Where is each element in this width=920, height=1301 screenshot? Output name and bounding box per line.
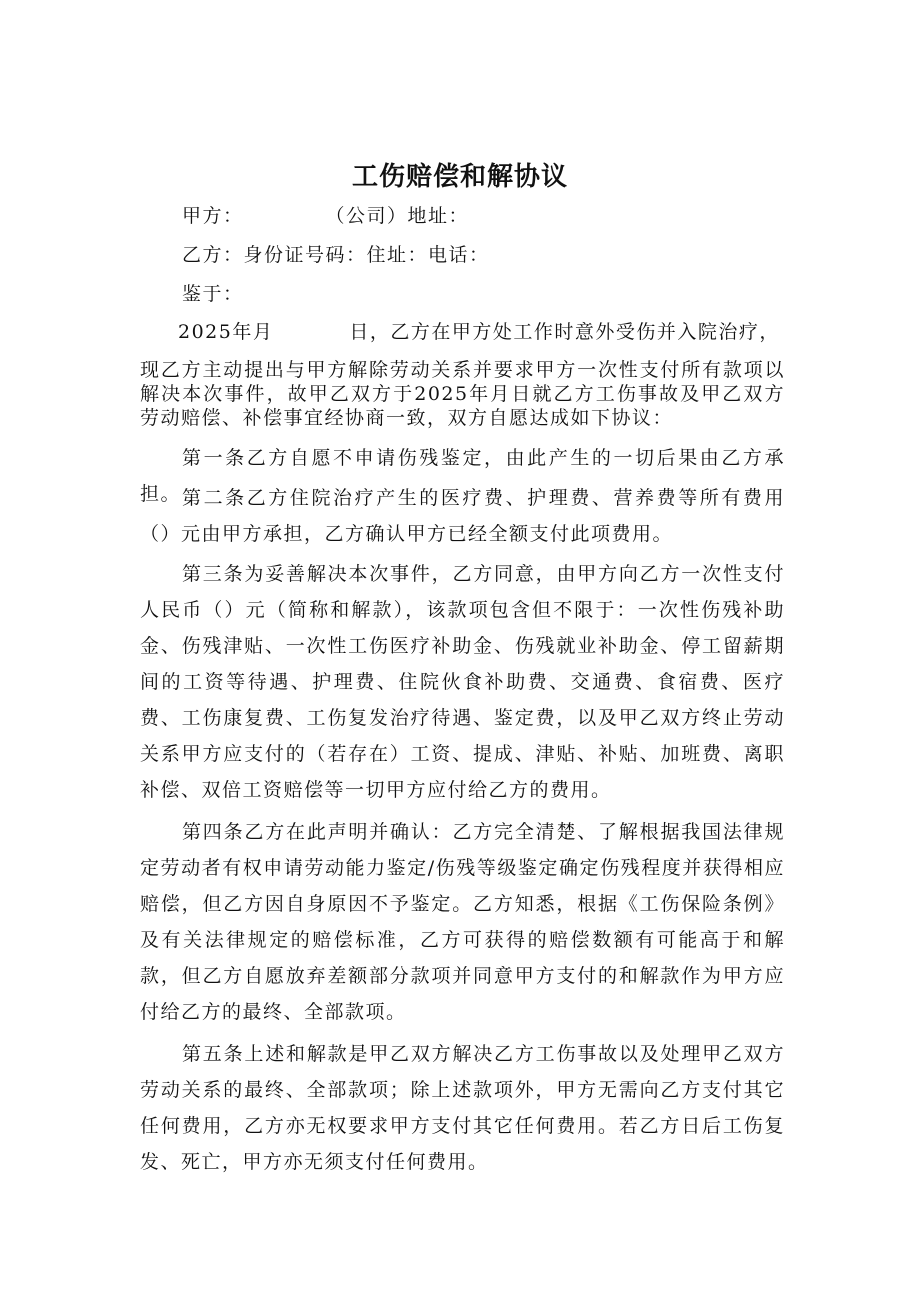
intro-date-line <box>178 320 780 344</box>
article-2: 第二条乙方住院治疗产生的医疗费、护理费、营养费等所有费用（）元由甲方承担，乙方确认甲方已经全额支付此项费用。 <box>140 487 785 545</box>
intro-date-rest: 日，乙方在甲方处工作时意外受伤并入院治疗， <box>349 321 780 343</box>
article-5: 第五条上述和解款是甲乙双方解决乙方工伤事故以及处理甲乙双方劳动关系的最终、全部款项；除上述款项外，甲方无需向乙方支付其它任何费用，乙方亦无权要求甲方支付其它任何费用。若乙方日后工伤复发、死亡，甲方亦无须支付任何费用。 <box>140 1043 785 1173</box>
intro-year-month: 2025年月 <box>178 321 274 343</box>
article-4: 第四条乙方在此声明并确认：乙方完全清楚、了解根据我国法律规定劳动者有权申请劳动能力鉴定/伤残等级鉴定确定伤残程度并获得相应赔偿，但乙方因自身原因不予鉴定。乙方知悉，根据《工伤保险条例》及有关法律规定的赔偿标准，乙方可获得的赔偿数额有可能高于和解款，但乙方自愿放弃差额部分款项并同意甲方支付的和解款作为甲方应付给乙方的最终、全部款项。 <box>140 821 785 1023</box>
party-a-line <box>182 204 469 228</box>
document-title: 工伤赔偿和解协议 <box>351 162 568 192</box>
party-a-label: 甲方： <box>182 205 244 227</box>
party-a-company-address: （公司）地址： <box>325 205 470 227</box>
party-b-line: 乙方：身份证号码：住址：电话： <box>182 244 490 266</box>
article-3: 第三条为妥善解决本次事件，乙方同意，由甲方向乙方一次性支付人民币（）元（简称和解款），该款项包含但不限于：一次性伤残补助金、伤残津贴、一次性工伤医疗补助金、伤残就业补助金、停工留薪期间的工资等待遇、护理费、住院伙食补助费、交通费、食宿费、医疗费、工伤康复费、工伤复发治疗待遇、鉴定费，以及甲乙双方终止劳动关系甲方应支付的（若存在）工资、提成、津贴、补贴、加班费、离职补偿、双倍工资赔偿等一切甲方应付给乙方的费用。 <box>140 563 785 801</box>
intro-body: 现乙方主动提出与甲方解除劳动关系并要求甲方一次性支付所有款项以解决本次事件，故甲乙双方于2025年月日就乙方工伤事故及甲乙双方劳动赔偿、补偿事宜经协商一致，双方自愿达成如下协议： <box>140 359 785 429</box>
whereas-label: 鉴于： <box>182 283 244 305</box>
article-1: 第一条乙方自愿不申请伤残鉴定，由此产生的一切后果由乙方承担。 <box>140 447 785 505</box>
